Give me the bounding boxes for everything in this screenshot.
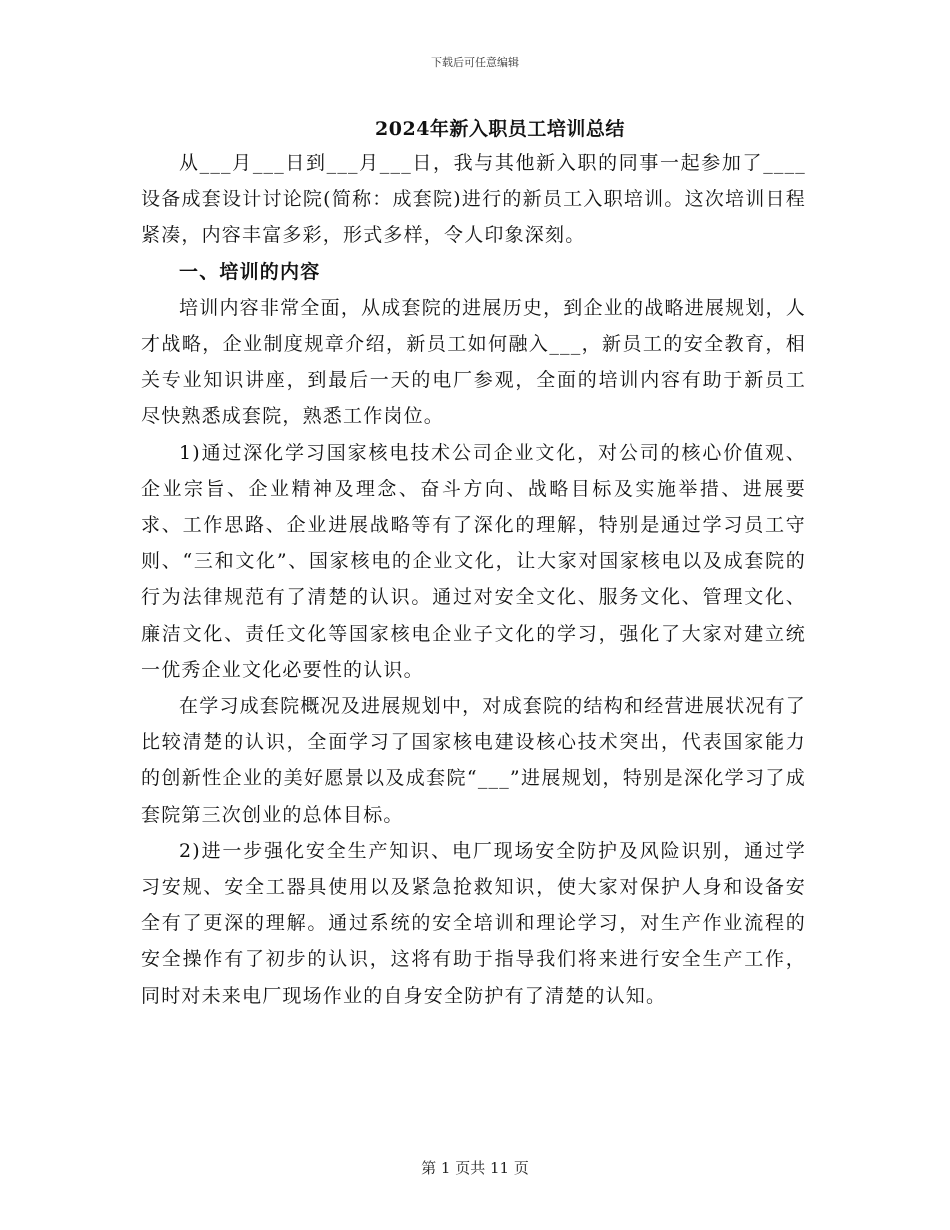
- paragraph-culture-study: 1)通过深化学习国家核电技术公司企业文化，对公司的核心价值观、企业宗旨、企业精神及理念、奋斗方向、战略目标及实施举措、进展要求、工作思路、企业进展战略等有了深化的理解，特别是通过学习员工守则、“三和文化”、国家核电的企业文化，让大家对国家核电以及成套院的行为法律规范有了清楚的认识。通过对安全文化、服务文化、管理文化、廉洁文化、责任文化等国家核电企业子文化的学习，强化了大家对建立统一优秀企业文化必要性的认识。: [141, 441, 806, 681]
- paragraph-safety-study: 2)进一步强化安全生产知识、电厂现场安全防护及风险识别，通过学习安规、安全工器具使用以及紧急抢救知识，使大家对保护人身和设备安全有了更深的理解。通过系统的安全培训和理论学习，对生产作业流程的安全操作有了初步的认识，这将有助于指导我们将来进行安全生产工作，同时对未来电厂现场作业的自身安全防护有了清楚的认知。: [141, 839, 806, 1007]
- paragraph-planning-study: 在学习成套院概况及进展规划中，对成套院的结构和经营进展状况有了比较清楚的认识，全面学习了国家核电建设核心技术突出，代表国家能力的创新性企业的美好愿景以及成套院“___”进展规划，特别是深化学习了成套院第三次创业的总体目标。: [141, 695, 806, 826]
- document-body: [141, 145, 806, 1014]
- page-footer: 第 1 页共 11 页: [421, 1159, 529, 1177]
- paragraph-training-content: 培训内容非常全面，从成套院的进展历史，到企业的战略进展规划，人才战略，企业制度规章介绍，新员工如何融入___，新员工的安全教育，相关专业知识讲座，到最后一天的电厂参观，全面的培训内容有助于新员工尽快熟悉成套院，熟悉工作岗位。: [141, 296, 806, 428]
- section-heading: 一、培训的内容: [179, 260, 321, 283]
- paragraph-intro: 从___月___日到___月___日，我与其他新入职的同事一起参加了____设备成套设计讨论院(简称：成套院)进行的新员工入职培训。这次培训日程紧凑，内容丰富多彩，形式多样，令人印象深刻。: [141, 152, 806, 247]
- document-title: 2024年新入职员工培训总结: [375, 118, 625, 140]
- header-note: 下载后可任意编辑: [431, 56, 519, 69]
